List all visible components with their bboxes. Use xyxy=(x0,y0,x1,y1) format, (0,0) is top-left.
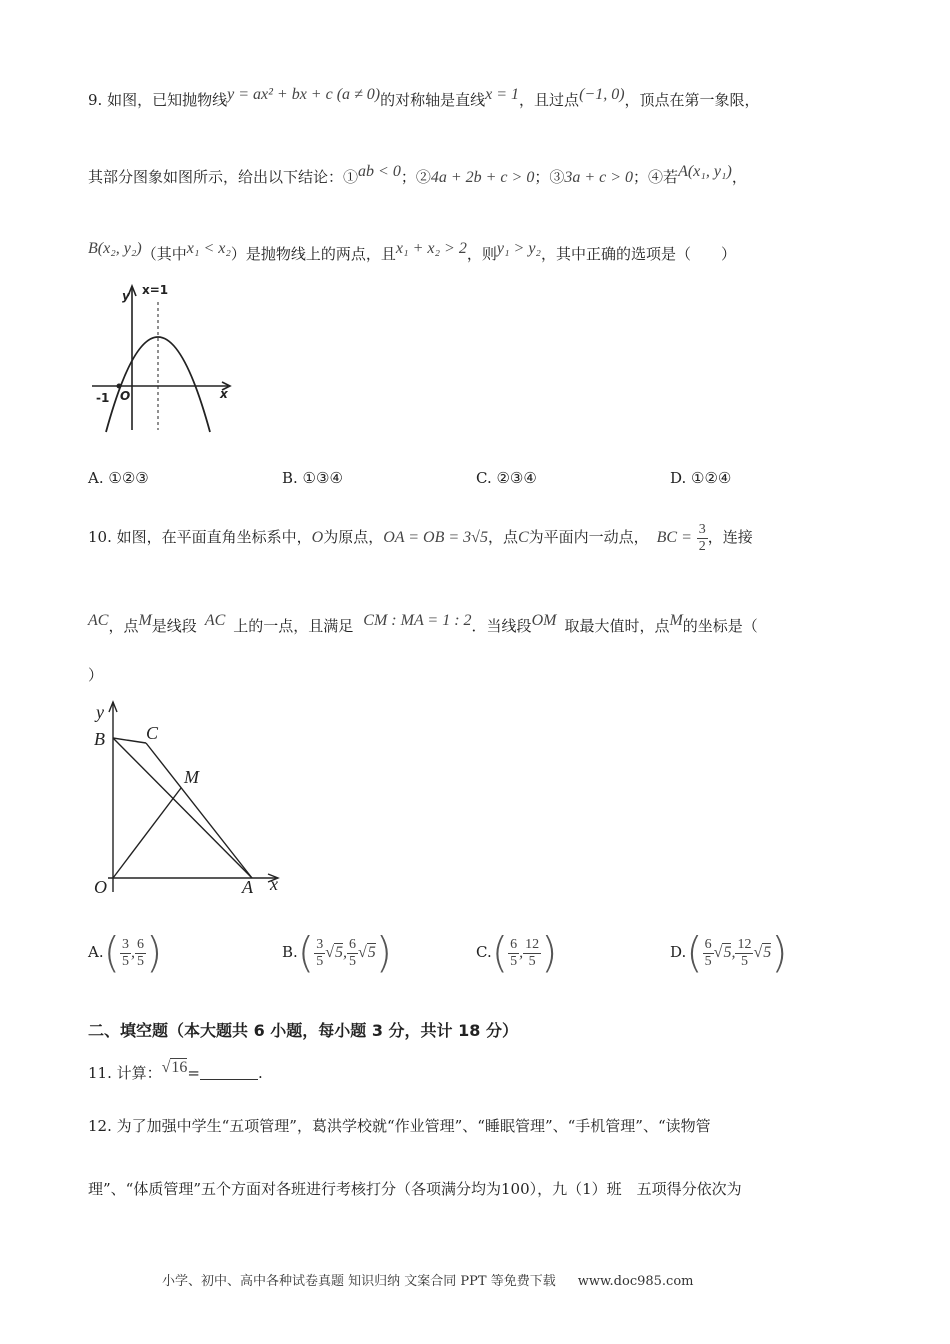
q9-text: ）是抛物线上的两点，且 xyxy=(230,245,396,263)
option-letter: C. xyxy=(476,943,492,961)
numerator: 12 xyxy=(525,936,540,952)
q10-option-c[interactable]: C.( $\frac{6}{5}$ , $\frac{12}{5}$ ) xyxy=(476,928,558,977)
q10-option-b[interactable]: B.( $\frac{3}{5}$ √5, $\frac{6}{5}$ √5) xyxy=(282,928,393,977)
q10-text: 为平面内一动点， xyxy=(528,528,649,546)
option-letter: D. xyxy=(670,943,687,961)
point-o-label: O xyxy=(94,877,107,897)
q9-text: ；④若 xyxy=(633,168,679,186)
q10-text: 上的一点，且满足 xyxy=(233,617,354,635)
numerator: 6 xyxy=(137,936,144,952)
q10-text: ，点 xyxy=(108,617,139,635)
segment-ca xyxy=(146,743,252,878)
fraction xyxy=(703,937,714,970)
paren-right: ) xyxy=(771,928,788,977)
axis-equation: x = 1 xyxy=(485,86,520,103)
q9-text: 9. 如图，已知抛物线 xyxy=(88,91,228,109)
point-m-label: M xyxy=(184,767,199,787)
q11-text: . xyxy=(257,1064,263,1082)
q9-option-b[interactable]: B. ①③④ xyxy=(282,469,343,487)
radicand: 5 xyxy=(723,944,732,961)
paren-left: ( xyxy=(686,928,703,977)
answer-blank[interactable] xyxy=(200,1065,258,1080)
axis-label: x=1 xyxy=(142,283,169,297)
q11-text: 11. 计算： xyxy=(88,1064,162,1082)
q9-text: ；③ xyxy=(534,168,565,186)
q9-option-c[interactable]: C. ②③④ xyxy=(476,469,537,487)
q9-text: ，其中正确的选项是（ ） xyxy=(540,245,736,263)
q10-line2 xyxy=(88,612,758,636)
q10-line1 xyxy=(88,502,753,573)
q9-option-d[interactable]: D. ①②④ xyxy=(670,469,732,487)
denominator: 5 xyxy=(510,953,518,969)
point-m: M xyxy=(138,612,152,629)
segment-ac: AC xyxy=(204,612,226,629)
radicand: 5 xyxy=(367,944,376,961)
paren-right: ) xyxy=(146,928,163,977)
denominator: 5 xyxy=(704,953,712,969)
fraction xyxy=(120,937,131,970)
point-m: M xyxy=(669,612,683,629)
q9-parabola-graph xyxy=(86,280,246,440)
oa-ob-equation: OA = OB = 3√5 xyxy=(383,529,488,546)
option-letter: A. xyxy=(88,943,104,961)
numerator: 3 xyxy=(316,936,324,952)
q9-text: （其中 xyxy=(141,245,187,263)
numerator: 3 xyxy=(122,936,129,952)
q12-line1: 12. 为了加强中学生“五项管理”，葛洪学校就“作业管理”、“睡眠管理”、“手机管理”、“读物管 xyxy=(88,1117,711,1135)
bc-fraction xyxy=(697,522,708,555)
condition-2: x₁ + x₂ > 2 xyxy=(395,240,467,257)
q10-text: 10. 如图，在平面直角坐标系中， xyxy=(88,528,312,546)
denominator: 5 xyxy=(348,953,356,969)
q9-option-a[interactable]: A. ①②③ xyxy=(88,469,149,487)
point-coordinate: (−1, 0) xyxy=(579,86,625,103)
q9-text: ，顶点在第一象限， xyxy=(624,91,760,109)
fraction xyxy=(523,937,541,970)
condition-1: x₁ < x₂ xyxy=(186,240,231,257)
q12-line2: 理”、“体质管理”五个方面对各班进行考核打分（各项满分均为100），九（1）班 五项得分依次为 xyxy=(88,1180,742,1198)
paren-left: ( xyxy=(103,928,120,977)
q11-equals: = xyxy=(187,1064,200,1082)
segment-om: OM xyxy=(531,612,557,629)
bc-denominator: 2 xyxy=(698,538,706,554)
denominator: 5 xyxy=(528,953,536,969)
denominator: 5 xyxy=(316,953,324,969)
condition-3: y₁ > y₂ xyxy=(496,240,541,257)
numerator: 6 xyxy=(510,936,518,952)
option-letter: B. xyxy=(282,943,298,961)
fraction xyxy=(314,937,325,970)
q11-line: 11. 计算：√16= . xyxy=(88,1059,263,1082)
point-o: O xyxy=(311,529,324,546)
q10-text: 取最大值时，点 xyxy=(564,617,670,635)
conclusion-2: 4a + 2b + c > 0 xyxy=(430,169,535,186)
conclusion-3: 3a + c > 0 xyxy=(564,169,634,186)
q9-line1 xyxy=(88,86,760,110)
x-axis-label: x xyxy=(270,874,278,894)
denominator: 5 xyxy=(740,953,748,969)
segment-ba xyxy=(113,738,252,878)
y-axis-label: y xyxy=(96,702,104,722)
q9-line3 xyxy=(88,240,736,264)
numerator: 6 xyxy=(704,936,712,952)
bc-numerator: 3 xyxy=(698,521,706,537)
neg-one-label: -1 xyxy=(96,391,110,405)
q9-text: 的对称轴是直线 xyxy=(380,91,486,109)
q9-text: ；② xyxy=(400,168,431,186)
point-b-label: B xyxy=(94,729,105,749)
x-axis-label: x xyxy=(220,387,228,401)
root-point xyxy=(117,384,122,389)
y-axis-label: y xyxy=(122,289,130,303)
point-c-label: C xyxy=(146,723,159,743)
point-b: B(x₂, y₂) xyxy=(88,240,142,257)
point-a-label: A xyxy=(242,877,253,897)
footer-text: 小学、初中、高中各种试卷真题 知识归纳 文案合同 PPT 等免费下载 xyxy=(162,1274,556,1289)
q10-line3: ） xyxy=(88,666,104,684)
q9-text: ，且过点 xyxy=(519,91,580,109)
denominator: 5 xyxy=(122,953,129,969)
fraction xyxy=(735,937,753,970)
section-heading: 二、填空题（本大题共 6 小题，每小题 3 分，共计 18 分） xyxy=(88,1021,518,1040)
q10-text: ，点 xyxy=(487,528,518,546)
conclusion-1: ab < 0 xyxy=(358,163,401,180)
q10-option-d[interactable]: D.( $\frac{6}{5}$ √5, $\frac{12}{5}$ √5) xyxy=(670,928,788,977)
fraction xyxy=(508,937,519,970)
radicand: 5 xyxy=(334,944,343,961)
q10-text: ．当线段 xyxy=(471,617,532,635)
radicand: 16 xyxy=(171,1059,188,1076)
q9-text: ，则 xyxy=(466,245,497,263)
q10-option-a[interactable]: A.( $\frac{3}{5}$ , $\frac{6}{5}$ ) xyxy=(88,928,163,977)
parabola-equation: y = ax² + bx + c (a ≠ 0) xyxy=(227,86,381,103)
segment-om xyxy=(113,788,181,878)
footer-link[interactable]: www.doc985.com xyxy=(577,1274,694,1289)
q10-text: ，连接 xyxy=(707,528,753,546)
paren-right: ) xyxy=(375,928,393,977)
q9-text: ， xyxy=(731,168,747,186)
footer xyxy=(162,1270,693,1289)
denominator: 5 xyxy=(137,953,144,969)
numerator: 12 xyxy=(737,936,752,952)
paren-right: ) xyxy=(541,928,558,977)
numerator: 6 xyxy=(348,936,356,952)
q10-coordinate-graph xyxy=(86,696,296,902)
q10-text: 的坐标是（ xyxy=(682,617,758,635)
bc-label: BC = xyxy=(656,529,692,546)
ratio-equation: CM : MA = 1 : 2 xyxy=(363,612,472,629)
q10-text: 是线段 xyxy=(151,617,197,635)
q10-text: 为原点， xyxy=(323,528,384,546)
fraction xyxy=(347,937,358,970)
origin-label: O xyxy=(120,389,131,403)
q9-line2 xyxy=(88,163,747,187)
point-c: C xyxy=(517,529,529,546)
segment-ac: AC xyxy=(88,612,109,629)
fraction xyxy=(135,937,146,970)
paren-left: ( xyxy=(297,928,315,977)
q9-text: 其部分图象如图所示，给出以下结论：① xyxy=(88,168,359,186)
paren-left: ( xyxy=(491,928,509,977)
point-a: A(x₁, y₁) xyxy=(678,163,732,180)
radicand: 5 xyxy=(763,944,772,961)
